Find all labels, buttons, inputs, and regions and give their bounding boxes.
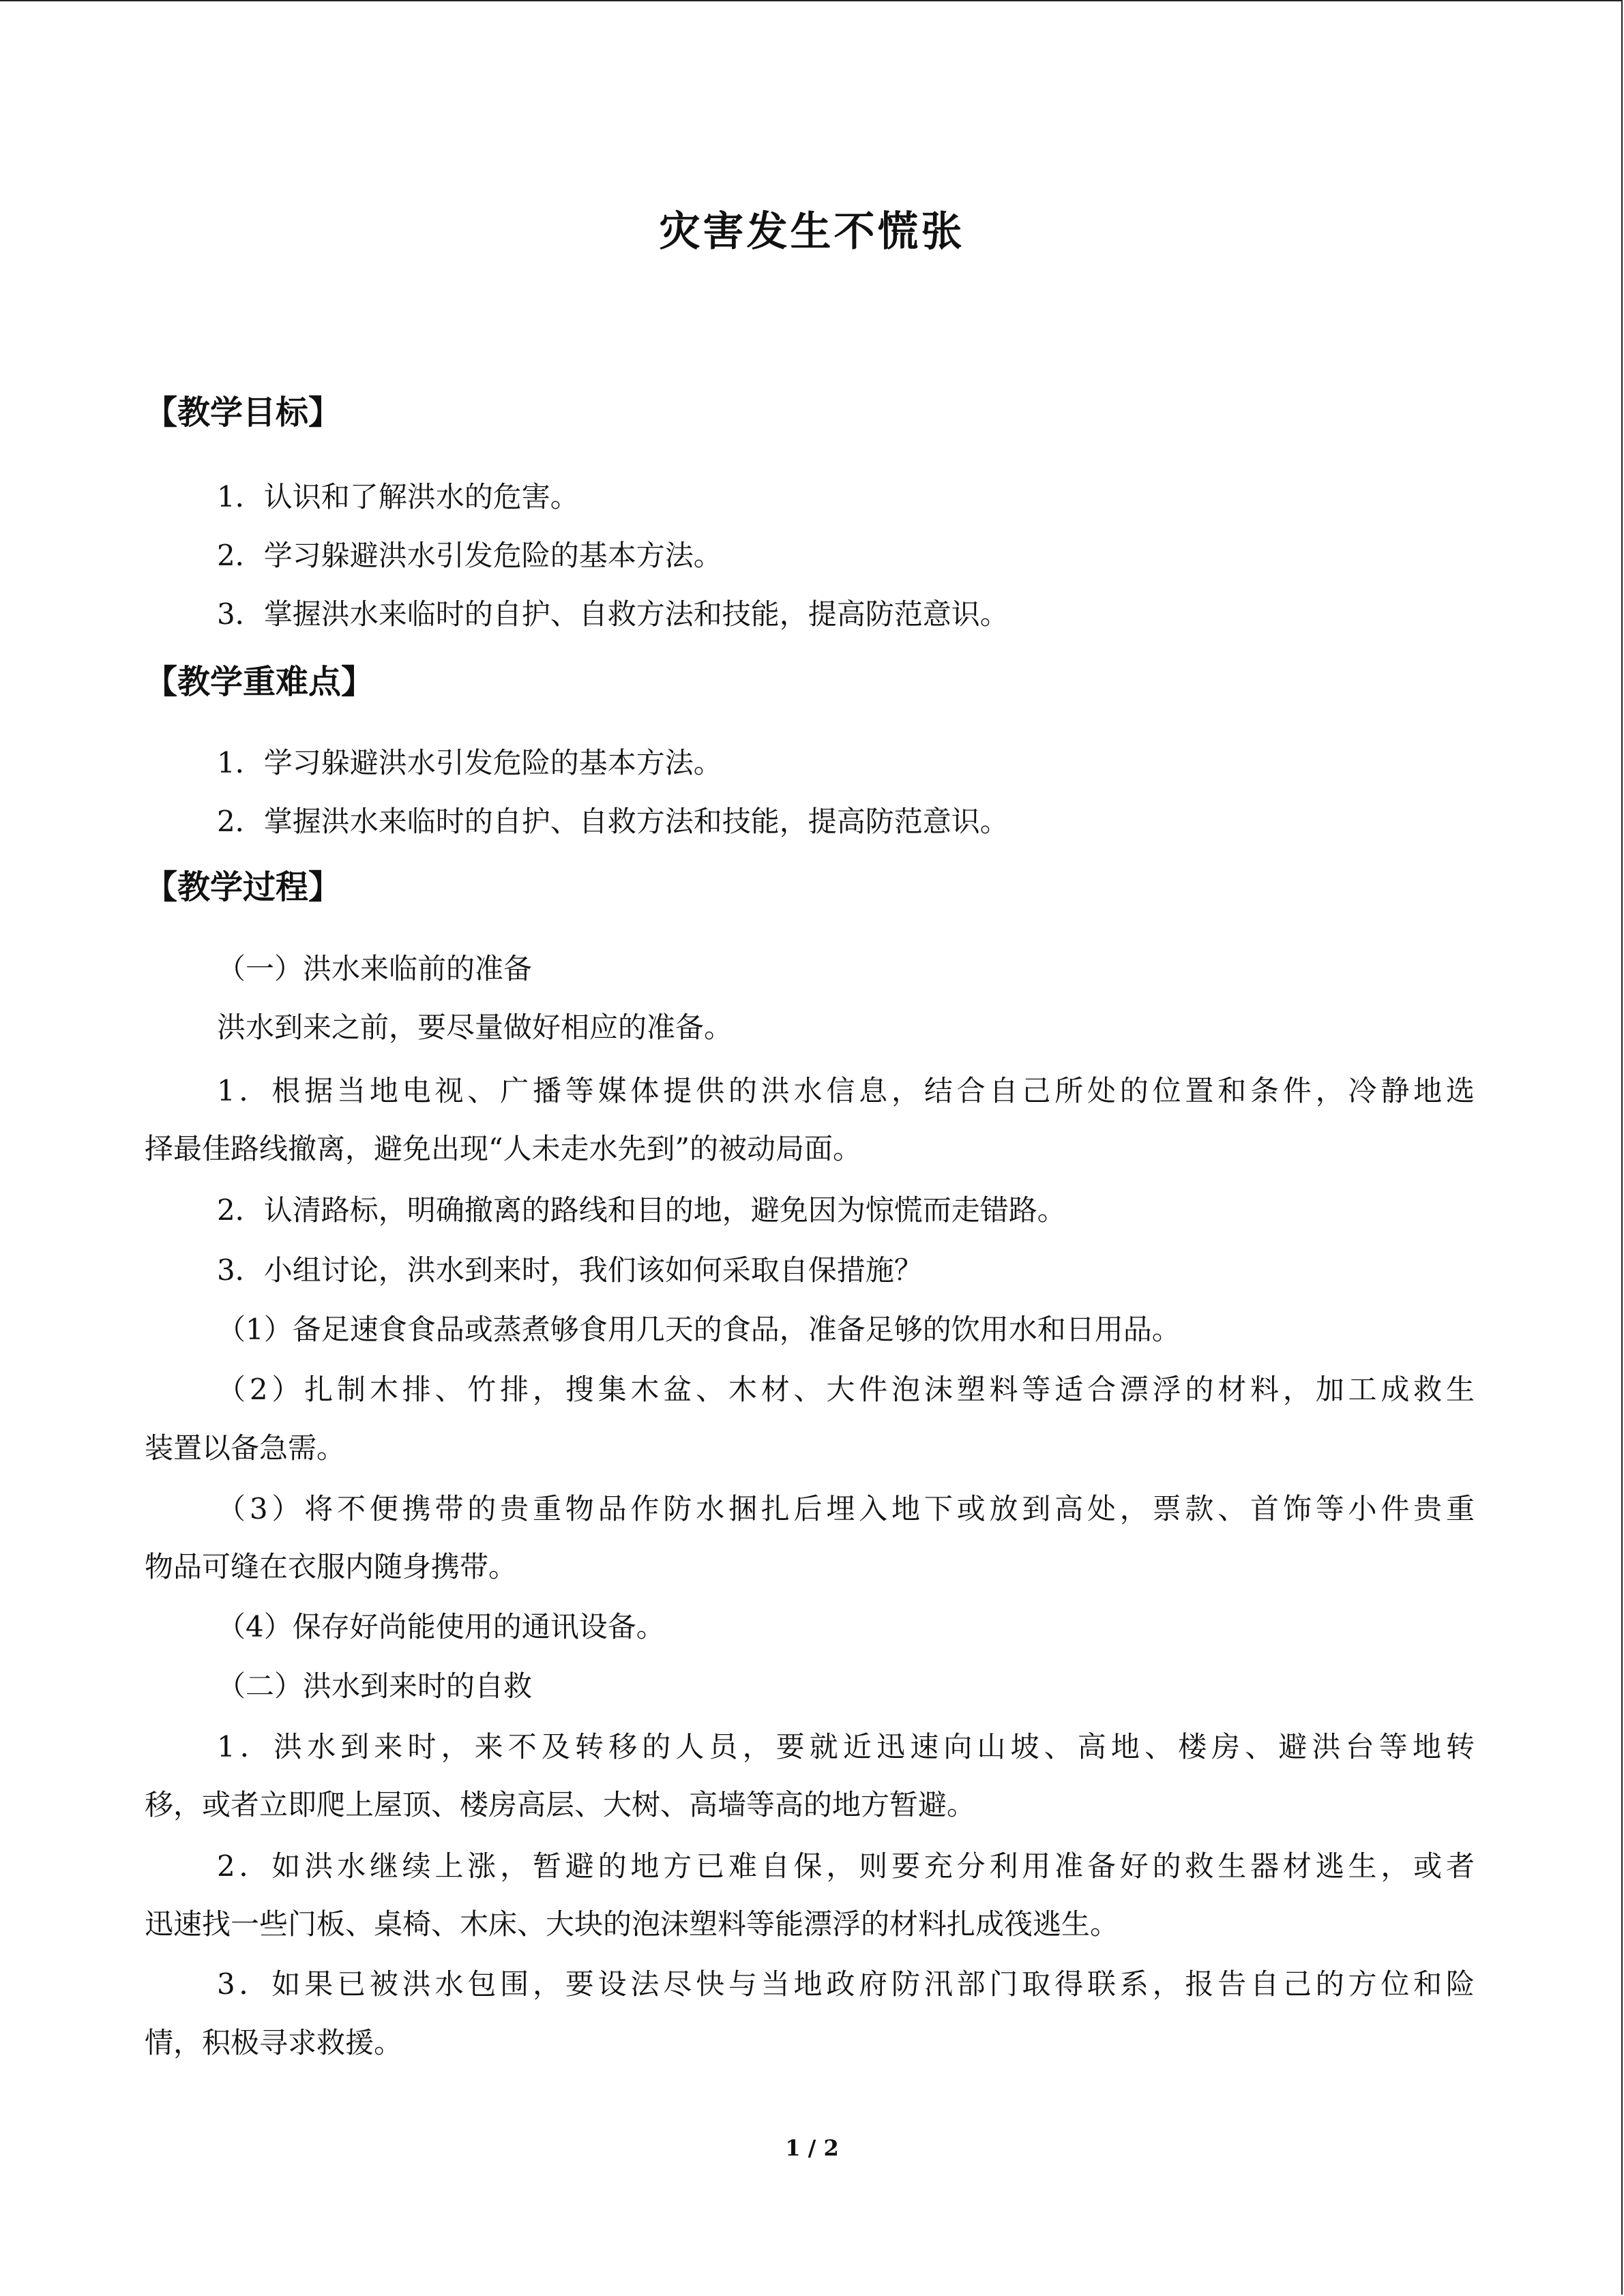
- prep-step-1-line2: 择最佳路线撤离，避免出现“人未走水先到”的被动局面。: [145, 1132, 861, 1165]
- rescue-step-2-line1: 2．如洪水继续上涨，暂避的地方已难自保，则要充分利用准备好的救生器材逃生，或者: [217, 1849, 1475, 1883]
- prep-sub-3-line1: （3）将不便携带的贵重物品作防水捆扎后埋入地下或放到高处，票款、首饰等小件贵重: [217, 1492, 1475, 1525]
- prep-sub-2-line1: （2）扎制木排、竹排，搜集木盆、木材、大件泡沫塑料等适合漂浮的材料，加工成救生: [217, 1373, 1475, 1406]
- heading-teaching-process: 【教学过程】: [145, 868, 342, 906]
- rescue-step-1-line1: 1．洪水到来时，来不及转移的人员，要就近迅速向山坡、高地、楼房、避洪台等地转: [217, 1730, 1475, 1763]
- key-point-item-1: 1．学习躲避洪水引发危险的基本方法。: [217, 746, 722, 779]
- prep-sub-3-line2: 物品可缝在衣服内随身携带。: [145, 1550, 518, 1583]
- rescue-step-1-line2: 移，或者立即爬上屋顶、楼房高层、大树、高墙等高的地方暂避。: [145, 1788, 976, 1821]
- heading-key-points: 【教学重难点】: [145, 663, 374, 701]
- rescue-step-3-line2: 情，积极寻求救援。: [145, 2026, 403, 2059]
- goal-item-3: 3．掌握洪水来临时的自护、自救方法和技能，提高防范意识。: [217, 597, 1009, 631]
- part1-title: （一）洪水来临前的准备: [217, 952, 533, 985]
- goal-item-1: 1．认识和了解洪水的危害。: [217, 480, 579, 513]
- prep-sub-4: （4）保存好尚能使用的通讯设备。: [217, 1610, 665, 1643]
- part1-intro: 洪水到来之前，要尽量做好相应的准备。: [217, 1011, 733, 1044]
- page-indicator: 1 / 2: [785, 2135, 839, 2161]
- prep-sub-1: （1）备足速食食品或蒸煮够食用几天的食品，准备足够的饮用水和日用品。: [217, 1313, 1181, 1346]
- prep-step-2: 2．认清路标，明确撤离的路线和目的地，避免因为惊慌而走错路。: [217, 1193, 1066, 1227]
- rescue-step-3-line1: 3．如果已被洪水包围，要设法尽快与当地政府防汛部门取得联系，报告自己的方位和险: [217, 1967, 1475, 2001]
- part2-title: （二）洪水到来时的自救: [217, 1669, 533, 1703]
- heading-teaching-goals: 【教学目标】: [145, 393, 342, 432]
- rescue-step-2-line2: 迅速找一些门板、桌椅、木床、大块的泡沫塑料等能漂浮的材料扎成筏逃生。: [145, 1907, 1119, 1941]
- prep-sub-2-line2: 装置以备急需。: [145, 1431, 346, 1465]
- prep-step-1-line1: 1．根据当地电视、广播等媒体提供的洪水信息，结合自己所处的位置和条件，冷静地选: [217, 1074, 1475, 1107]
- goal-item-2: 2．学习躲避洪水引发危险的基本方法。: [217, 539, 722, 572]
- key-point-item-2: 2．掌握洪水来临时的自护、自救方法和技能，提高防范意识。: [217, 805, 1009, 838]
- document-title: 灾害发生不慌张: [659, 208, 965, 256]
- prep-step-3: 3．小组讨论，洪水到来时，我们该如何采取自保措施？: [217, 1253, 923, 1287]
